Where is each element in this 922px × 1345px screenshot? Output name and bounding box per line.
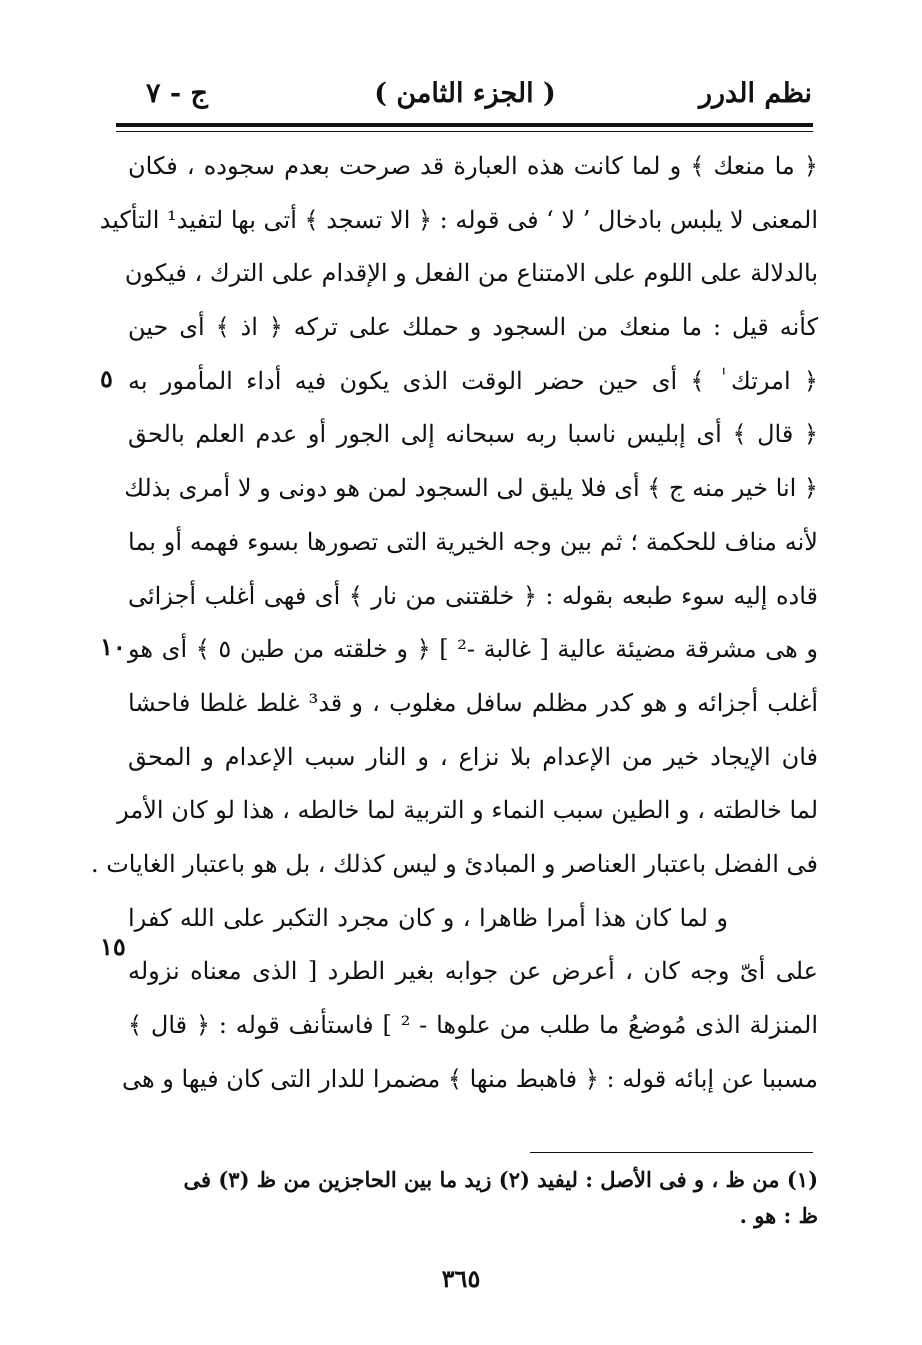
margin-line-number: ٥ (100, 364, 113, 393)
page-number: ٣٦٥ (441, 1264, 481, 1293)
text-line: و لما كان هذا أمرا ظاهرا ، و كان مجرد التكبر على الله كفرا (128, 903, 728, 932)
book-title: نظم الدرر (698, 78, 812, 109)
text-line: على أىّ وجه كان ، أعرض عن جوابه بغير الطرد [ الذى معناه نزوله (128, 957, 818, 986)
text-line: فان الإيجاد خير من الإعدام بلا نزاع ، و النار سبب الإعدام و المحق (128, 742, 818, 771)
footnote-line: (١) من ظ ، و فى الأصل : ليفيد (٢) زيد ما بين الحاجزين من ظ (٣) فى (183, 1167, 818, 1192)
text-line: قاده إليه سوء طبعه بقوله : ﴿ خلقتنى من نار ﴾ أى فهى أغلب أجزائى (128, 581, 818, 610)
header-rule-thick (116, 123, 813, 127)
margin-line-number: ١٥ (100, 932, 126, 961)
text-line: ﴿ قال ﴾ أى إبليس ناسبا ربه سبحانه إلى الجور أو عدم العلم بالحق (128, 420, 818, 449)
volume-number: ج - ٧ (146, 78, 208, 109)
text-line: مسببا عن إبائه قوله : ﴿ فاهبط منها ﴾ مضمرا للدار التى كان فيها و هى (122, 1064, 818, 1093)
text-line: ﴿ انا خير منه ج ﴾ أى فلا يليق لى السجود لمن هو دونى و لا أمرى بذلك (124, 474, 818, 503)
header-rule-thin (116, 131, 813, 132)
text-line: لما خالطته ، و الطين سبب النماء و التربية لما خالطه ، هذا لو كان الأمر (117, 796, 818, 825)
footnote-rule (530, 1152, 813, 1153)
text-line: ﴿ ما منعك ﴾ و لما كانت هذه العبارة قد صرحت بعدم سجوده ، فكان (128, 152, 818, 180)
text-line: المعنى لا يلبس بادخال ’ لا ‘ فى قوله : ﴿ الا تسجد ﴾ أتى بها لتفيد¹ التأكيد (99, 205, 818, 234)
text-line: لأنه مناف للحكمة ؛ ثم بين وجه الخيرية التى تصورها بسوء فهمه أو بما (128, 527, 818, 556)
text-line: فى الفضل باعتبار العناصر و المبادئ و ليس كذلك ، بل هو باعتبار الغايات . (90, 849, 818, 878)
text-line: بالدلالة على اللوم على الامتناع من الفعل و الإقدام على الترك ، فيكون (124, 259, 818, 288)
text-line: أغلب أجزائه و هو كدر مظلم سافل مغلوب ، و قد³ غلط غلطا فاحشا (128, 688, 818, 717)
footnotes (128, 1162, 818, 1234)
part-title: ( الجزء الثامن ) (374, 78, 556, 109)
text-line: و هى مشرقة مضيئة عالية [ غالبة -² ] ﴿ و خلقته من طين ٥ ﴾ أى هو (128, 635, 818, 664)
text-line: المنزلة الذى مُوضعُ ما طلب من علوها - ² ] فاستأنف قوله : ﴿ قال ﴾ (128, 1011, 818, 1039)
footnote-line: ظ : هو . (739, 1203, 818, 1228)
running-header (118, 78, 812, 122)
text-line: كأنه قيل : ما منعك من السجود و حملك على تركه ﴿ اذ ﴾ أى حين (128, 313, 818, 342)
margin-line-number: ١٠ (100, 632, 126, 661)
text-line: ﴿ امرتك ٰ ﴾ أى حين حضر الوقت الذى يكون فيه أداء المأمور به (128, 366, 818, 395)
